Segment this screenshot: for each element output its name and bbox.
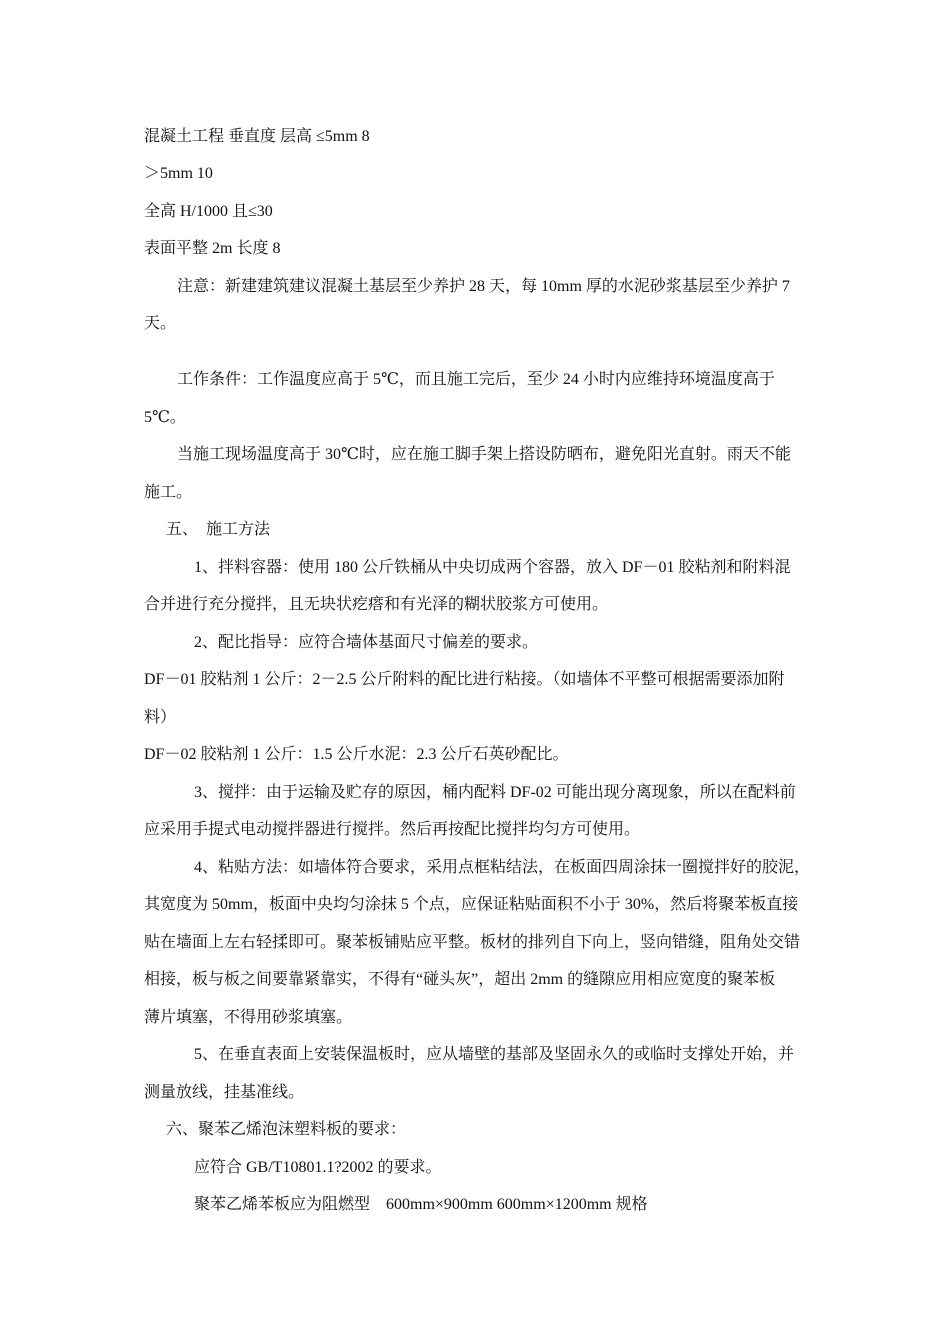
- work-condition-line: 5℃。: [144, 409, 186, 426]
- work-condition-line: 工作条件：工作温度应高于 5℃，而且施工完后，至少 24 小时内应维持环境温度高于: [177, 371, 775, 388]
- step-mixing-container-line: 合并进行充分搅拌，且无块状疙瘩和有光泽的糊状胶浆方可使用。: [144, 596, 609, 613]
- step-stirring-line: 应采用手提式电动搅拌器进行搅拌。然后再按配比搅拌均匀方可使用。: [144, 821, 641, 838]
- step-pasting-line: 4、粘贴方法：如墙体符合要求，采用点框粘结法，在板面四周涂抹一圈搅拌好的胶泥，: [194, 859, 811, 876]
- step-stirring-line: 3、搅拌：由于运输及贮存的原因，桶内配料 DF-02 可能出现分离现象，所以在配料前: [194, 784, 796, 801]
- step-mixing-container-line: 1、拌料容器：使用 180 公斤铁桶从中央切成两个容器，放入 DF－01 胶粘剂和附料混: [194, 559, 791, 576]
- note-paragraph-line: 天。: [144, 315, 177, 332]
- step-vertical-install-line: 测量放线，挂基准线。: [144, 1084, 305, 1101]
- ratio-df01-line: 料）: [144, 709, 177, 726]
- section-heading-construction-method: 五、 施工方法: [166, 521, 271, 538]
- note-paragraph-line: 注意：新建建筑建议混凝土基层至少养护 28 天，每 10mm 厚的水泥砂浆基层至少养护 7: [177, 278, 790, 295]
- eps-standard-line: 应符合 GB/T10801.1?2002 的要求。: [194, 1159, 442, 1176]
- step-pasting-line: 相接，板与板之间要靠紧靠实，不得有“碰头灰”，超出 2mm 的缝隙应用相应宽度的聚苯板: [144, 971, 776, 988]
- step-pasting-line: 其宽度为 50mm，板面中央均匀涂抹 5 个点，应保证粘贴面积不小于 30%，然后将聚苯板直接: [144, 896, 799, 913]
- eps-spec-line: 聚苯乙烯苯板应为阻燃型 600mm×900mm 600mm×1200mm 规格: [194, 1196, 648, 1213]
- section-heading-eps-board: 六、聚苯乙烯泡沫塑料板的要求：: [166, 1121, 407, 1138]
- high-temp-line: 施工。: [144, 484, 193, 501]
- step-ratio-guide-line: 2、配比指导：应符合墙体基面尺寸偏差的要求。: [194, 634, 539, 651]
- step-pasting-line: 薄片填塞，不得用砂浆填塞。: [144, 1009, 353, 1026]
- spec-line-flatness: 表面平整 2m 长度 8: [144, 240, 281, 257]
- step-pasting-line: 贴在墙面上左右轻揉即可。聚苯板铺贴应平整。板材的排列自下向上，竖向错缝，阻角处交错: [144, 934, 801, 951]
- spec-line-over-5mm: ＞5mm 10: [144, 165, 213, 182]
- spec-line-verticality: 混凝土工程 垂直度 层高 ≤5mm 8: [144, 128, 370, 145]
- ratio-df02-line: DF－02 胶粘剂 1 公斤：1.5 公斤水泥：2.3 公斤石英砂配比。: [144, 746, 569, 763]
- step-vertical-install-line: 5、在垂直表面上安装保温板时，应从墙壁的基部及坚固永久的或临时支撑处开始，并: [194, 1046, 795, 1063]
- ratio-df01-line: DF－01 胶粘剂 1 公斤：2－2.5 公斤附料的配比进行粘接。（如墙体不平整可根据需要添加附: [144, 671, 785, 688]
- spec-line-full-height: 全高 H/1000 且≤30: [144, 203, 273, 220]
- high-temp-line: 当施工现场温度高于 30℃时，应在施工脚手架上搭设防晒布，避免阳光直射。雨天不能: [177, 446, 791, 463]
